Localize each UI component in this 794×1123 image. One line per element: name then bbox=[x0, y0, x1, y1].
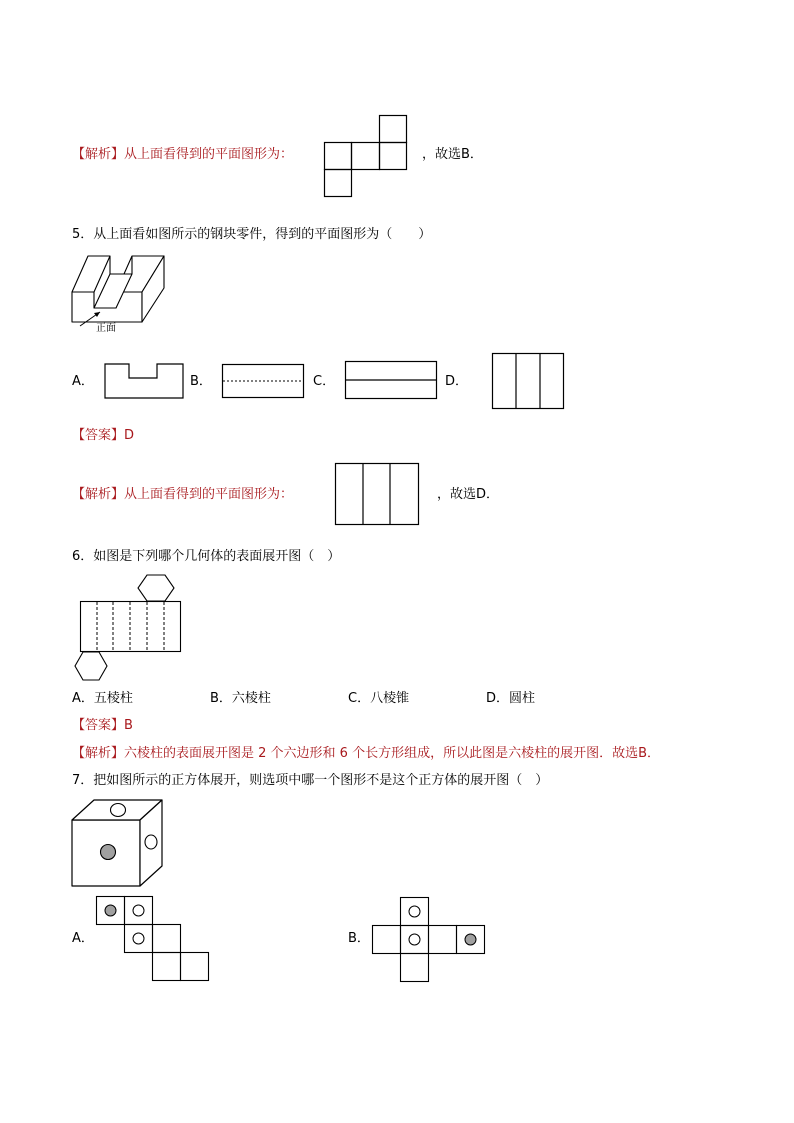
front-label: 正面 bbox=[96, 323, 116, 334]
q5-option-d-figure bbox=[491, 352, 565, 410]
q6-option-b: B．六棱柱 bbox=[210, 691, 271, 706]
q6-option-c: C．八棱锥 bbox=[348, 691, 410, 706]
q7-option-a-figure bbox=[95, 895, 213, 985]
q4-analysis-line bbox=[72, 146, 293, 164]
answer-tag: 【答案】 bbox=[72, 718, 125, 733]
q6-net-figure bbox=[70, 574, 186, 684]
analysis-text: 六棱柱的表面展开图是 2 个六边形和 6 个长方形组成，所以此图是六棱柱的展开图．故选B． bbox=[124, 746, 661, 761]
answer-value: D bbox=[124, 428, 135, 443]
q7-option-b-figure bbox=[371, 896, 489, 984]
q5-option-c-label: C． bbox=[313, 374, 336, 389]
q5-option-a-figure bbox=[103, 362, 185, 400]
analysis-text: 从上面看得到的平面图形为： bbox=[124, 487, 294, 502]
q5-answer-line bbox=[72, 427, 134, 445]
q6-answer-line bbox=[72, 717, 133, 735]
analysis-tag: 【解析】 bbox=[72, 487, 125, 502]
q6-option-a: A．五棱柱 bbox=[72, 691, 133, 706]
q5-option-d-label: D． bbox=[445, 374, 469, 389]
analysis-text: 从上面看得到的平面图形为： bbox=[124, 147, 294, 162]
q7-option-b-label: B． bbox=[348, 931, 370, 946]
q5-analysis-figure bbox=[334, 462, 420, 526]
analysis-tag: 【解析】 bbox=[72, 746, 125, 761]
q4-top-view-figure bbox=[323, 114, 409, 198]
q4-analysis-suffix: ，故选B． bbox=[422, 147, 483, 162]
answer-tag: 【答案】 bbox=[72, 428, 125, 443]
q5-analysis-suffix: ，故选D． bbox=[437, 487, 500, 502]
q5-steel-part-figure bbox=[68, 250, 178, 340]
q5-option-a-label: A． bbox=[72, 374, 94, 389]
q6-analysis-line bbox=[72, 745, 660, 763]
q5-analysis-line bbox=[72, 486, 293, 504]
q6-option-d: D．圆柱 bbox=[486, 691, 536, 706]
q5-option-c-figure bbox=[344, 360, 438, 400]
q7-option-a-label: A． bbox=[72, 931, 94, 946]
answer-value: B bbox=[124, 718, 133, 733]
q5-stem: 5．从上面看如图所示的钢块零件，得到的平面图形为（ ） bbox=[72, 227, 432, 242]
q5-option-b-label: B． bbox=[190, 374, 212, 389]
q7-cube-figure bbox=[70, 798, 166, 890]
q6-stem: 6．如图是下列哪个几何体的表面展开图（ ） bbox=[72, 549, 341, 564]
analysis-tag: 【解析】 bbox=[72, 147, 125, 162]
q5-option-b-figure bbox=[221, 363, 305, 399]
q7-stem: 7．把如图所示的正方体展开，则选项中哪一个图形不是这个正方体的展开图（ ） bbox=[72, 773, 549, 788]
